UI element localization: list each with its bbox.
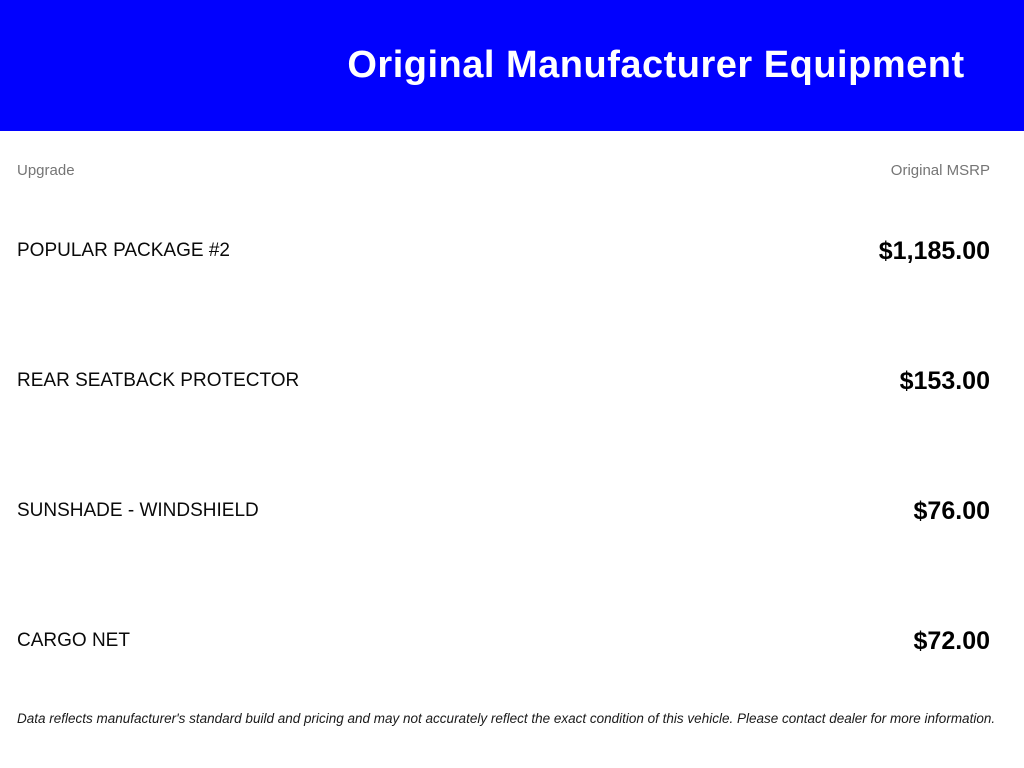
page-title: Original Manufacturer Equipment [347, 44, 965, 86]
equipment-list [17, 186, 990, 706]
column-header-upgrade: Upgrade [17, 162, 75, 179]
table-row [17, 316, 990, 446]
upgrade-name: CARGO NET [17, 630, 130, 651]
upgrade-msrp: $76.00 [913, 496, 990, 525]
column-header-msrp: Original MSRP [890, 162, 990, 179]
equipment-panel [0, 162, 1024, 726]
table-row [17, 576, 990, 706]
table-row [17, 446, 990, 576]
table-row [17, 186, 990, 316]
disclaimer-text: Data reflects manufacturer's standard build and pricing and may not accurately reflect the exact condition of this vehicle. Please contact dealer for more information. [17, 711, 996, 726]
upgrade-name: SUNSHADE - WINDSHIELD [17, 500, 259, 521]
upgrade-msrp: $72.00 [913, 626, 990, 655]
upgrade-name: POPULAR PACKAGE #2 [17, 240, 230, 261]
upgrade-msrp: $153.00 [899, 366, 990, 395]
header-banner [0, 0, 1024, 131]
upgrade-name: REAR SEATBACK PROTECTOR [17, 370, 300, 391]
upgrade-msrp: $1,185.00 [878, 236, 990, 265]
table-column-headers [17, 162, 990, 179]
